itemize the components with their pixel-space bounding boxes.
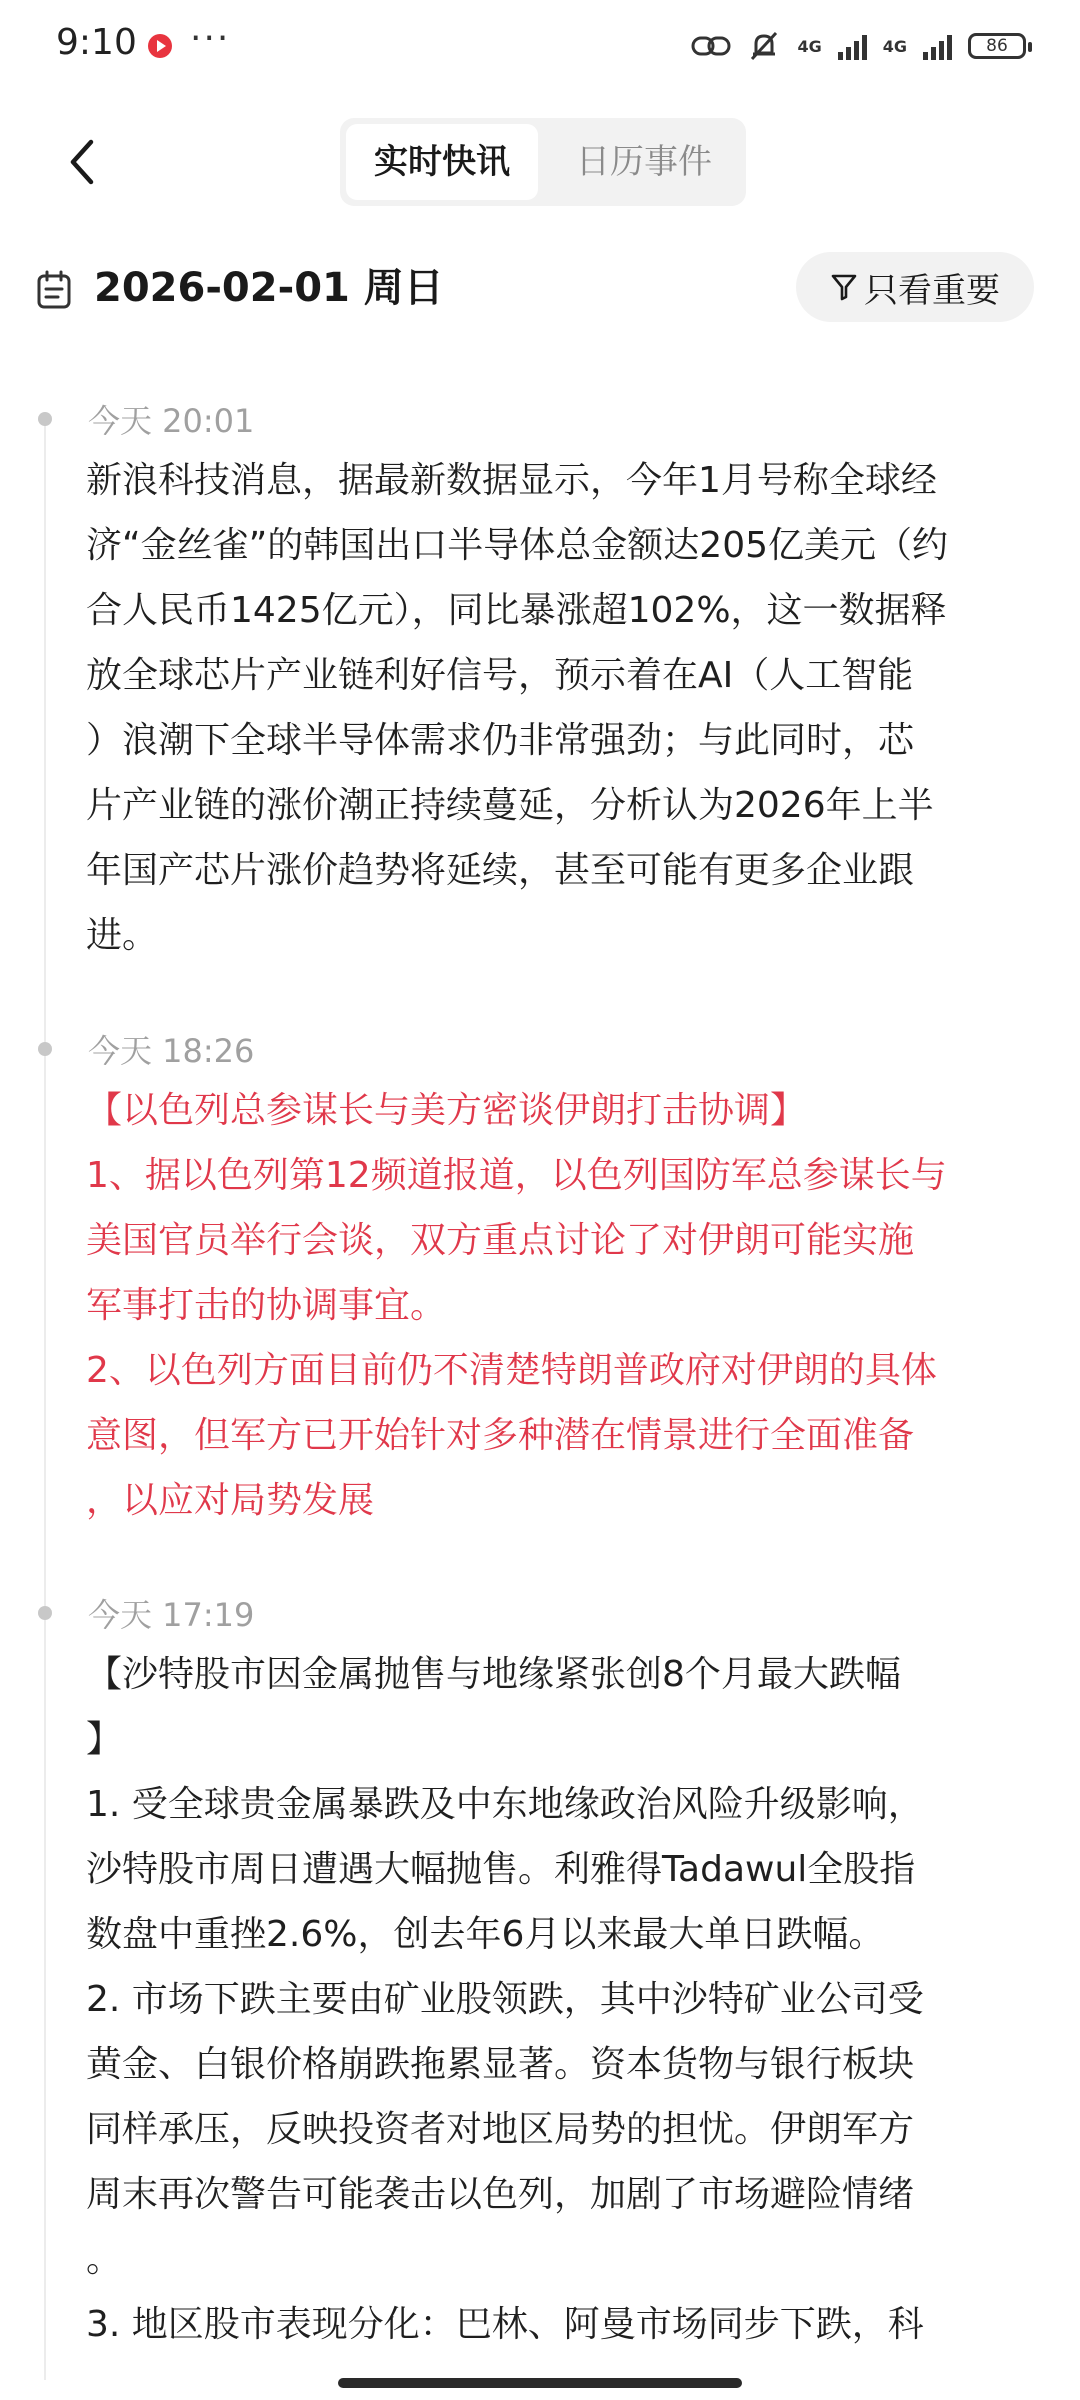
filter-label: 只看重要 bbox=[864, 270, 1000, 311]
news-content[interactable]: 新浪科技消息，据最新数据显示，今年1月号称全球经 济“金丝雀”的韩国出口半导体总金额达205亿美元（约 合人民币1425亿元），同比暴涨超102%，这一数据释 放全球芯片产业链利好信号，预示着在AI（人工智能 ）浪潮下全球半导体需求仍非常强劲；与此同时，芯 片产业链的涨价潮正持续蔓延，分析认为2026年上半 年国产芯片涨价趋势将延续，甚至可能有更多企业跟 进。 bbox=[86, 460, 949, 956]
selected-date[interactable]: 2026-02-01 周日 bbox=[94, 265, 444, 311]
top-navigation bbox=[0, 110, 1080, 214]
battery-icon: 86 bbox=[968, 33, 1026, 59]
filter-icon bbox=[830, 272, 858, 302]
signal-icon-1 bbox=[838, 32, 867, 60]
home-indicator[interactable] bbox=[338, 2378, 742, 2388]
screen-record-icon bbox=[148, 34, 172, 58]
tab-live-news[interactable]: 实时快讯 bbox=[346, 124, 538, 200]
mute-bell-icon bbox=[747, 29, 781, 63]
date-row bbox=[0, 250, 1080, 330]
tab-calendar-events[interactable]: 日历事件 bbox=[576, 142, 712, 182]
timeline-line bbox=[44, 420, 46, 2380]
link-icon bbox=[691, 32, 731, 60]
network-type-1: 4G bbox=[797, 36, 822, 56]
news-content-important[interactable]: 【以色列总参谋长与美方密谈伊朗打击协调】 1、据以色列第12频道报道，以色列国防军总参谋长与 美国官员举行会谈，双方重点讨论了对伊朗可能实施 军事打击的协调事宜。 2、以色列方面目前仍不清楚特朗普政府对伊朗的具体 意图，但军方已开始针对多种潜在情景进行全面准备 ，以应对局势发展 bbox=[86, 1090, 947, 1521]
tab-switcher bbox=[340, 118, 746, 206]
status-icons bbox=[691, 26, 1026, 66]
news-content[interactable]: 【沙特股市因金属抛售与地缘紧张创8个月最大跌幅 】 1. 受全球贵金属暴跌及中东地缘政治风险升级影响， 沙特股市周日遭遇大幅抛售。利雅得Tadawul全股指 数盘中重挫2.6%，创去年6月以来最大单日跌幅。 2. 市场下跌主要由矿业股领跌，其中沙特矿业公司受 黄金、白银价格崩跌拖累显著。资本货物与银行板块 同样承压，反映投资者对地区局势的担忧。伊朗军方 周末再次警告可能袭击以色列，加剧了市场避险情绪 。 3. 地区股市表现分化：巴林、阿曼市场同步下跌，科 bbox=[86, 1654, 924, 2345]
back-arrow-icon bbox=[67, 138, 97, 186]
signal-icon-2 bbox=[923, 32, 952, 60]
more-notifications-icon: ··· bbox=[190, 18, 231, 59]
back-button[interactable] bbox=[52, 132, 112, 192]
important-only-filter-button[interactable] bbox=[796, 252, 1034, 322]
timeline-dot bbox=[38, 412, 52, 426]
news-time: 今天 17:19 bbox=[88, 1596, 255, 1634]
news-time: 今天 18:26 bbox=[88, 1032, 255, 1070]
timeline-dot bbox=[38, 1042, 52, 1056]
network-type-2: 4G bbox=[882, 36, 907, 56]
timeline-dot bbox=[38, 1606, 52, 1620]
news-time: 今天 20:01 bbox=[88, 402, 255, 440]
status-bar bbox=[0, 0, 1080, 96]
calendar-icon[interactable] bbox=[36, 270, 72, 310]
status-time: 9:10 bbox=[56, 22, 137, 63]
